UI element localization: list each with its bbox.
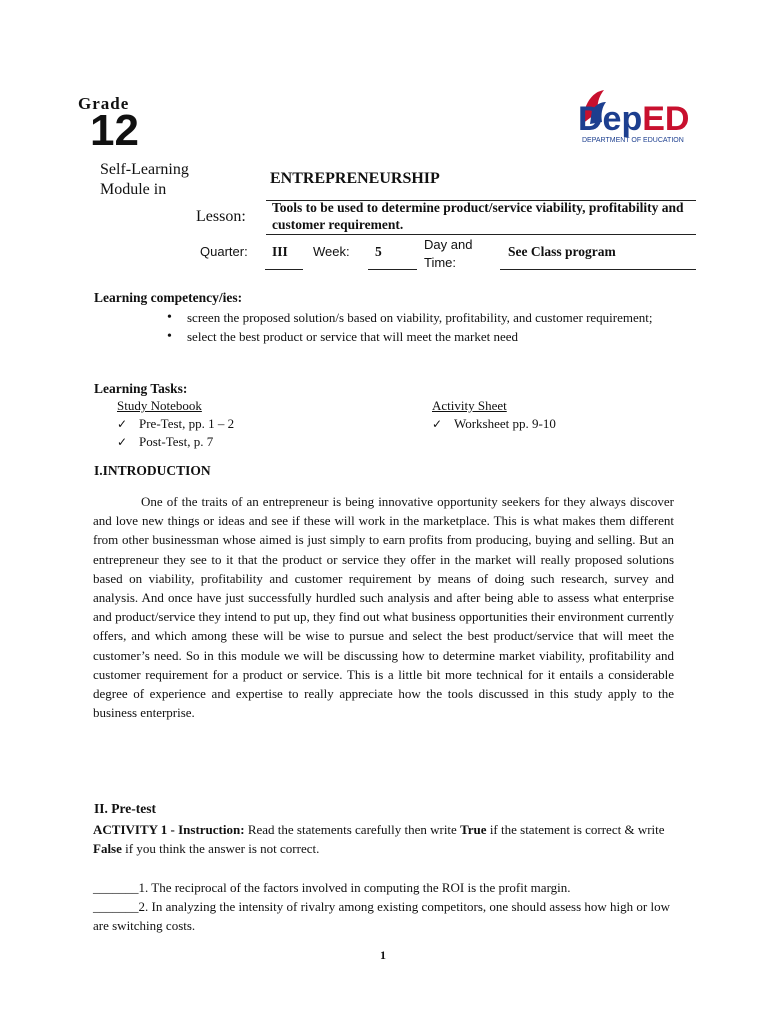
subject-title: ENTREPRENEURSHIP bbox=[270, 170, 440, 187]
competency-item: • screen the proposed solution/s based on viability, profitability, and customer requirement; bbox=[163, 308, 675, 327]
true-word: True bbox=[460, 822, 487, 837]
grade-label: Grade bbox=[78, 94, 130, 113]
schedule-value: See Class program bbox=[508, 244, 616, 259]
competency-item: • select the best product or service that will meet the market need bbox=[163, 327, 675, 346]
activity-item bbox=[432, 415, 556, 433]
false-word: False bbox=[93, 841, 122, 857]
study-item-text: Pre-Test, pp. 1 – 2 bbox=[139, 416, 235, 431]
check-icon: ✓ bbox=[432, 417, 443, 431]
answer-blank: _______ bbox=[93, 899, 139, 914]
check-icon: ✓ bbox=[117, 417, 128, 431]
week-label: Week: bbox=[313, 244, 350, 259]
pretest-item-text: 2. In analyzing the intensity of rivalry among existing competitors, one should assess how high or low are switching costs. bbox=[93, 899, 670, 934]
introduction-heading: I.INTRODUCTION bbox=[94, 463, 211, 478]
week-underline bbox=[368, 269, 417, 270]
day-time-label: Day and Time: bbox=[424, 237, 473, 270]
pretest-instruction bbox=[93, 820, 674, 858]
deped-logo bbox=[572, 82, 702, 154]
quarter-underline bbox=[265, 269, 303, 270]
activity-item-text: Worksheet pp. 9-10 bbox=[454, 416, 556, 431]
quarter-value: III bbox=[272, 244, 288, 259]
pretest-item bbox=[93, 878, 674, 897]
study-item bbox=[117, 433, 234, 451]
instruction-text: if the statement is correct & write bbox=[486, 822, 665, 837]
check-icon: ✓ bbox=[117, 435, 128, 449]
activity-sheet-label: Activity Sheet bbox=[432, 398, 507, 413]
lesson-text: Tools to be used to determine product/service viability, profitability and customer requirement. bbox=[272, 200, 684, 232]
lesson-divider bbox=[266, 234, 696, 235]
pretest-heading: II. Pre-test bbox=[94, 801, 156, 816]
quarter-label: Quarter: bbox=[200, 244, 248, 259]
schedule-underline bbox=[500, 269, 696, 270]
study-item bbox=[117, 415, 234, 433]
study-notebook-list bbox=[117, 415, 234, 451]
introduction-paragraph: One of the traits of an entrepreneur is being innovative opportunity seekers for they always discover and love new things or ideas and see if these will work in the marketplace. This is what makes them different from other businessman whose aimed is just simply to earn profits from producing, buying and selling. But an entrepreneur they see to it that the product or service they offer in the market will really proposed solutions based on viability, profitability and customer requirement by means of doing such research, survey and analysis. And once have just successfully hurdled such analysis and after being able to assess what enterprise and product/service they intend to put up, they find out what business opportunities their environment currently offers, and which among these will be wise to pursue and select the best product/service that will meet the customer’s need. So in this module we will be discussing how to determine market viability, profitability and customer requirement for a product or service. This is a little bit more technical for it entails a considerable degree of experience and expertise to really appreciate how the tools discussed in this study apply to the business enterprise. bbox=[93, 494, 674, 721]
study-notebook-label: Study Notebook bbox=[117, 398, 202, 413]
week-value: 5 bbox=[375, 244, 382, 259]
instruction-text: Read the statements carefully then write bbox=[244, 822, 461, 837]
grade-number: 12 bbox=[90, 106, 139, 155]
tasks-heading: Learning Tasks: bbox=[94, 381, 188, 396]
pretest-item bbox=[93, 897, 674, 935]
page-number: 1 bbox=[380, 948, 386, 962]
activity-sheet-list bbox=[432, 415, 556, 433]
instruction-text: if you think the answer is not correct. bbox=[121, 841, 320, 857]
lesson-label: Lesson: bbox=[196, 208, 246, 225]
logo-subtext: DEPARTMENT OF EDUCATION bbox=[582, 137, 684, 144]
competency-heading: Learning competency/ies: bbox=[94, 290, 243, 305]
module-label: Self-Learning Module in bbox=[100, 161, 189, 198]
logo-text: DepED bbox=[578, 100, 690, 138]
activity-label: ACTIVITY 1 - Instruction: bbox=[93, 822, 245, 837]
study-item-text: Post-Test, p. 7 bbox=[139, 434, 214, 449]
pretest-item-text: 1. The reciprocal of the factors involved in computing the ROI is the profit margin. bbox=[138, 880, 571, 895]
answer-blank: _______ bbox=[93, 880, 139, 895]
competency-list bbox=[163, 308, 675, 346]
